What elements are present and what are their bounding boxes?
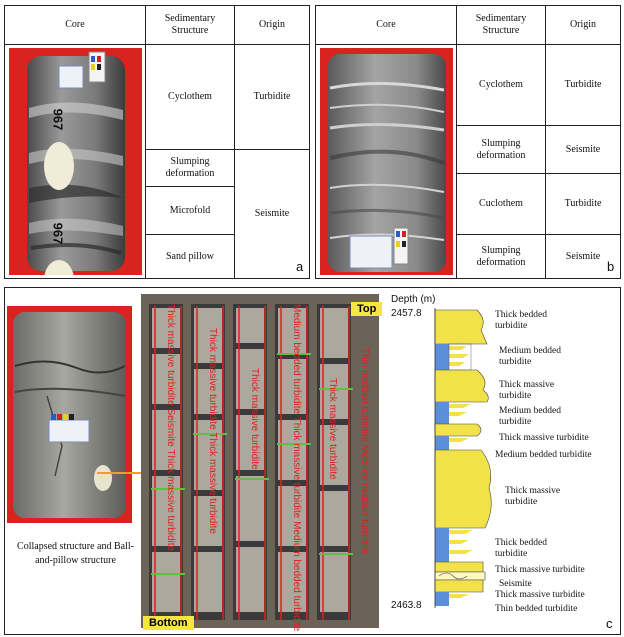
caption: Collapsed structure and Ball-and-pillow structure	[17, 541, 134, 566]
header-sedimentary-structure: Sedimentary Structure	[475, 13, 527, 36]
header-origin: Origin	[569, 19, 597, 30]
structure-cell: Cyclothem	[168, 91, 212, 102]
core-photo	[320, 48, 453, 275]
origin-cell: Turbidite	[564, 79, 602, 90]
core-photo	[9, 48, 142, 275]
header-core: Core	[65, 19, 85, 30]
log-label: Thick bedded turbidite	[495, 310, 547, 331]
log-label: Thick massive turbidite	[499, 380, 555, 401]
origin-cell: Turbidite	[564, 198, 602, 209]
core-cylinder-image	[7, 306, 132, 523]
core-box-photo	[141, 294, 379, 628]
origin-cell: Seismite	[254, 208, 290, 219]
log-label: Thin bedded turbidite	[495, 604, 578, 614]
log-label: Thick massive turbidite	[499, 433, 589, 443]
log-label: Thick massive turbidite	[495, 590, 585, 600]
structure-cell: Slumping deformation	[476, 244, 526, 268]
log-label: Thick massive turbidite	[505, 486, 561, 507]
sample-label-top: 967	[50, 108, 66, 131]
box-label: Thick massive turbidite Seismite Thick massive turbidite	[165, 304, 176, 552]
structure-cell: Slumping deformation	[476, 137, 526, 161]
log-label: Medium bedded turbidite	[495, 450, 592, 460]
origin-cell: Seismite	[565, 250, 601, 262]
box-label: Thick massive turbidite	[327, 378, 338, 480]
origin-cell: Turbidite	[253, 91, 291, 102]
log-label: Seismite	[499, 579, 532, 589]
depth-top: 2457.8	[391, 308, 422, 319]
structure-cell: Sand pillow	[165, 250, 215, 262]
box-label: Thin bedded turbidite Medium bedded turbidite	[359, 348, 370, 555]
log-label: Medium bedded turbidite	[499, 406, 562, 427]
box-label: Thick massive turbidite Thick massive turbidite	[207, 328, 218, 534]
core-cylinder-image	[9, 48, 142, 275]
header-origin: Origin	[258, 19, 286, 30]
core-photo-collapsed	[7, 306, 132, 523]
core-boxes-image	[141, 294, 379, 628]
header-sedimentary-structure: Sedimentary Structure	[164, 13, 216, 36]
log-label: Medium bedded turbidite	[499, 346, 562, 367]
box-label: Thick massive turbidite	[249, 368, 260, 470]
box-label: Medium bedded turbidite Thick massive turbidite Medium bedded turbidite	[291, 304, 302, 632]
origin-cell: Seismite	[565, 143, 601, 155]
structure-cell: Cuclothem	[479, 198, 523, 209]
log-label: Thick massive turbidite	[495, 565, 585, 575]
structure-cell: Slumping deformation	[165, 156, 215, 179]
tag-top: Top	[351, 302, 382, 316]
depth-bottom: 2463.8	[391, 600, 422, 611]
panel-a	[4, 5, 310, 279]
panel-letter-a: a	[296, 259, 304, 274]
sample-label-bottom: 967	[50, 222, 66, 245]
core-cylinder-image	[320, 48, 453, 275]
panel-letter-c: c	[606, 616, 613, 631]
log-label: Thick bedded turbidite	[495, 538, 547, 559]
panel-c	[4, 287, 621, 635]
panel-letter-b: b	[607, 259, 615, 274]
lithology-column	[429, 308, 499, 608]
depth-header: Depth (m)	[391, 294, 436, 305]
tag-bottom: Bottom	[143, 616, 194, 630]
header-core: Core	[376, 19, 396, 30]
structure-cell: Cyclothem	[479, 79, 523, 90]
structure-cell: Microfold	[169, 204, 211, 216]
panel-b	[315, 5, 621, 279]
